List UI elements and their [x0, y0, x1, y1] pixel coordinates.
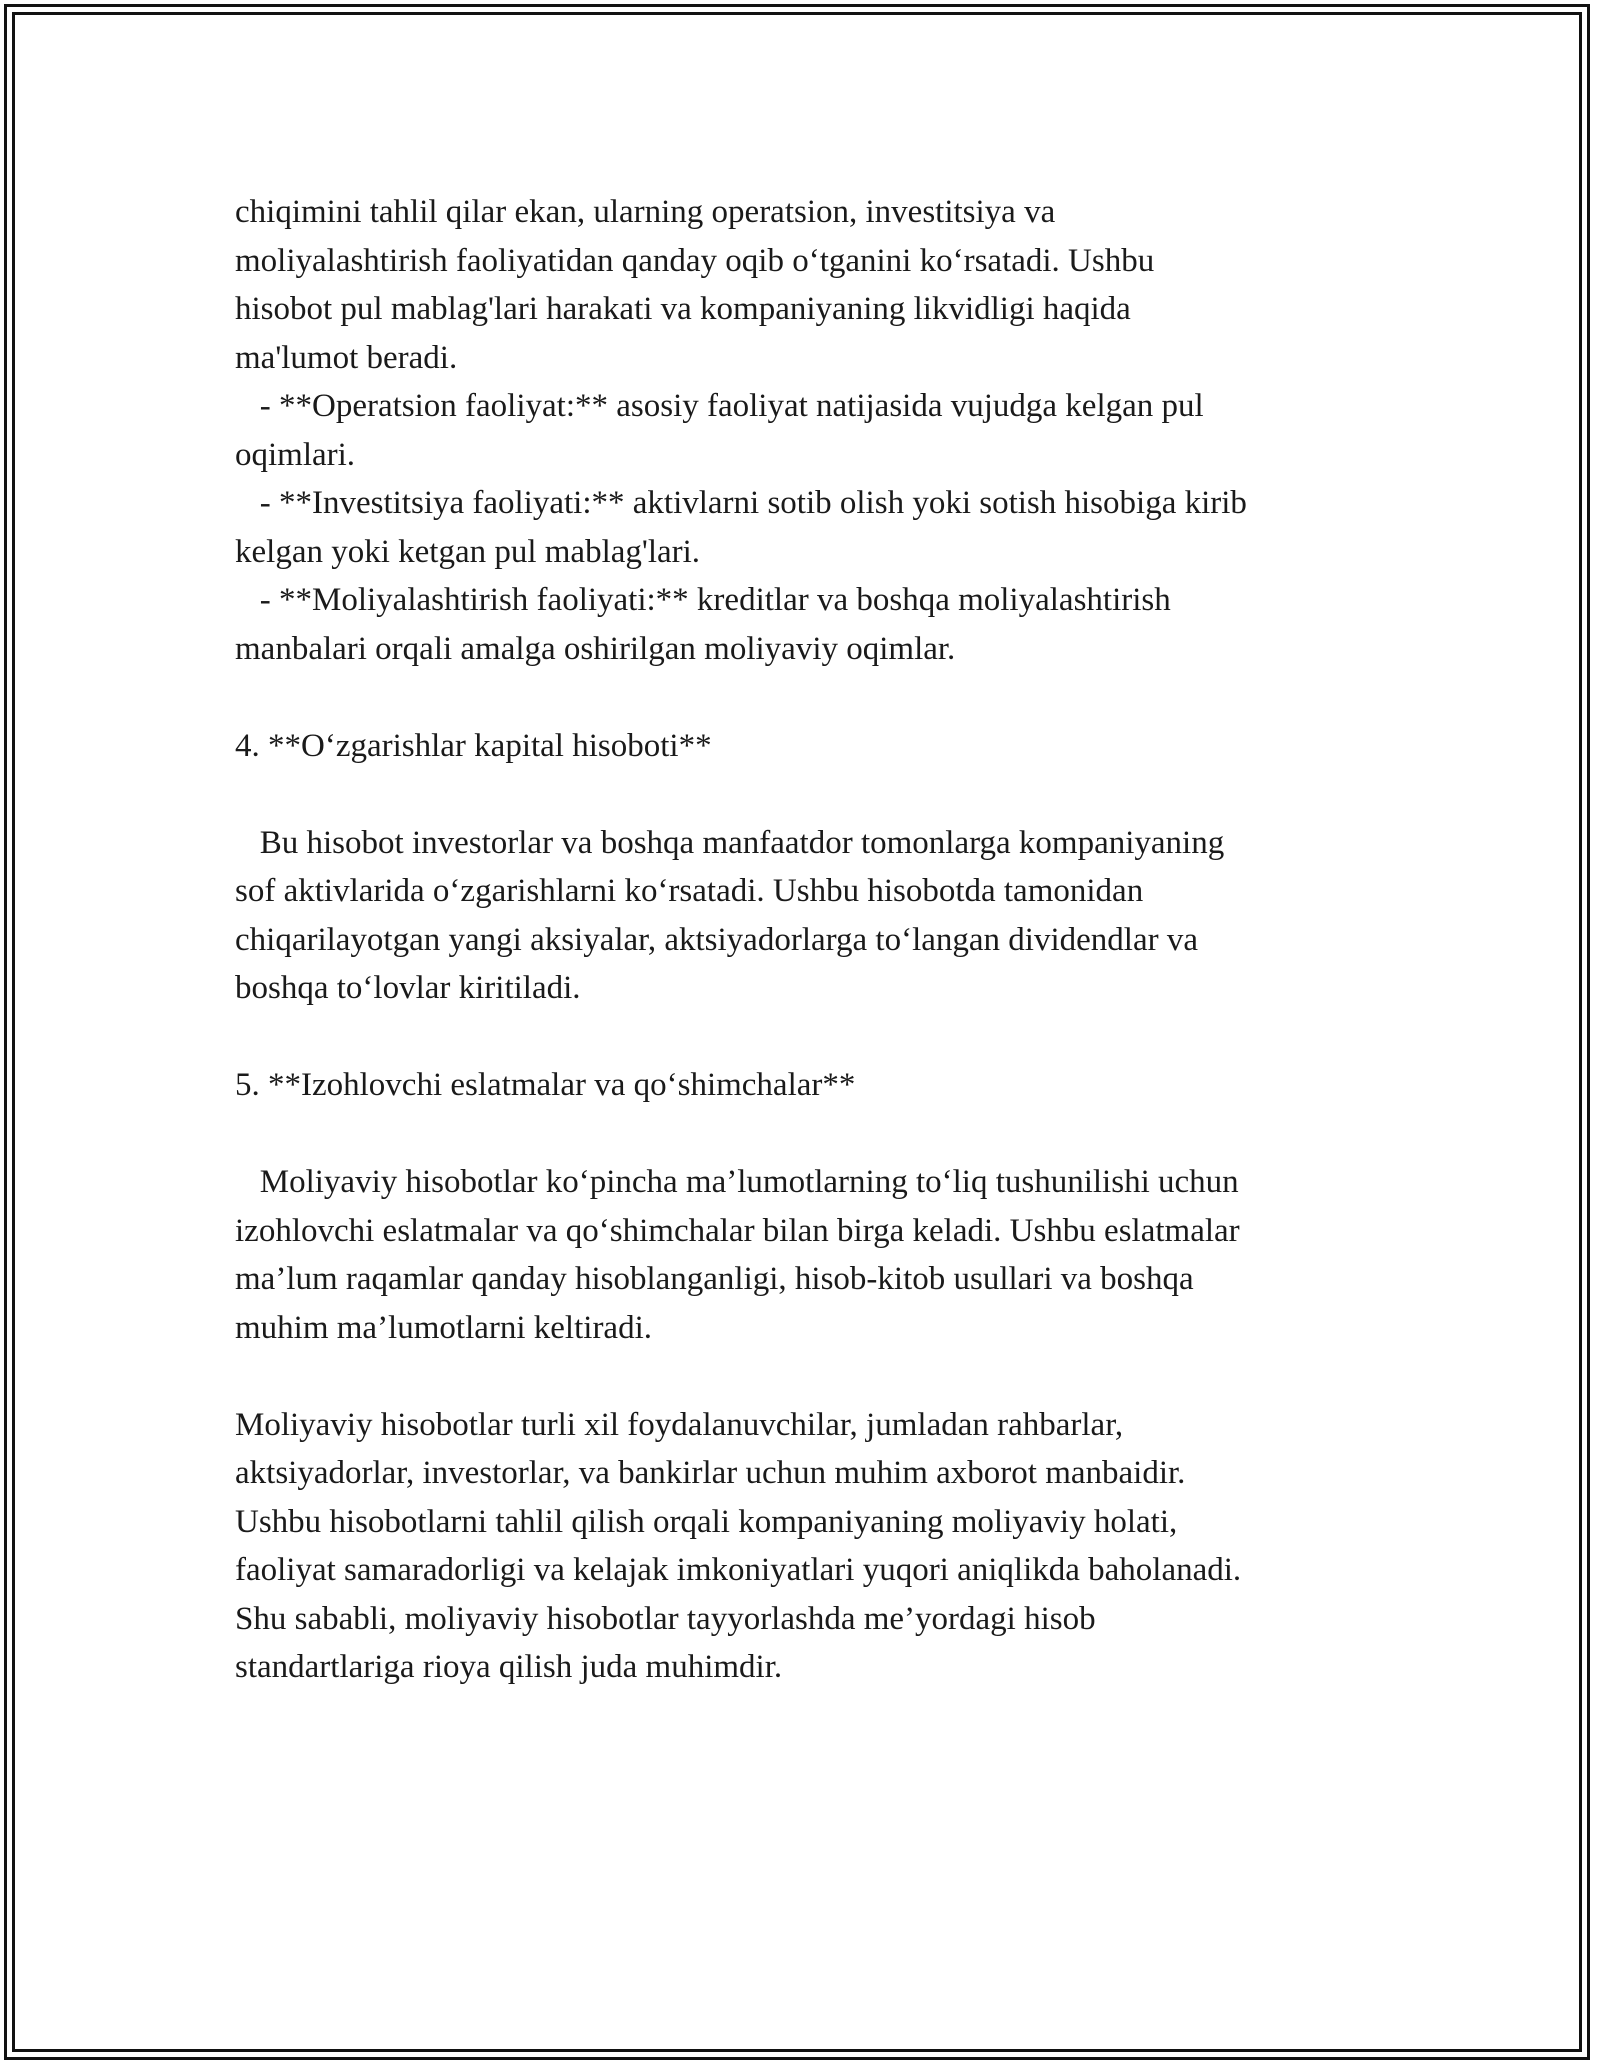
- text-line: oqimlari.: [235, 436, 356, 473]
- section-5-paragraph: [235, 1158, 1375, 1352]
- text-line: standartlariga rioya qilish juda muhimdir.: [235, 1649, 783, 1685]
- text-line: - **Moliyalashtirish faoliyati:** kreditlar va boshqa moliyalashtirish: [235, 582, 1171, 618]
- text-line: faoliyat samaradorligi va kelajak imkoniyatlari yuqori aniqlikda baholanadi.: [235, 1552, 1242, 1588]
- text-line: hisobot pul mablag'lari harakati va kompaniyaning likvidligi haqida: [235, 291, 1131, 327]
- paragraph-gap: [235, 1110, 1375, 1159]
- paragraph-gap: [235, 1013, 1375, 1062]
- text-line: izohlovchi eslatmalar va qo‘shimchalar bilan birga keladi. Ushbu eslatmalar: [235, 1212, 1240, 1249]
- paragraph-gap: [235, 1352, 1375, 1401]
- text-line: muhim ma’lumotlarni keltiradi.: [235, 1309, 652, 1346]
- bullet-item-moliyalashtirish: [235, 576, 1375, 673]
- bullet-item-operatsion: [235, 382, 1375, 479]
- section-4-paragraph: [235, 819, 1375, 1013]
- conclusion-paragraph: [235, 1401, 1375, 1692]
- bullet-item-investitsiya: [235, 479, 1375, 576]
- paragraph-gap: [235, 770, 1375, 819]
- text-line: moliyalashtirish faoliyatidan qanday oqib o‘tganini ko‘rsatadi. Ushbu: [235, 242, 1155, 279]
- text-line: - **Operatsion faoliyat:** asosiy faoliyat natijasida vujudga kelgan pul: [235, 388, 1204, 424]
- text-line: chiqarilayotgan yangi aksiyalar, aktsiyadorlarga to‘langan dividendlar va: [235, 921, 1198, 958]
- text-line: Ushbu hisobotlarni tahlil qilish orqali kompaniyaning moliyaviy holati,: [235, 1503, 1178, 1540]
- text-line: manbalari orqali amalga oshirilgan moliyaviy oqimlar.: [235, 630, 956, 667]
- text-line: ma'lumot beradi.: [235, 339, 458, 376]
- text-line: sof aktivlarida o‘zgarishlarni ko‘rsatadi. Ushbu hisobotda tamonidan: [235, 873, 1144, 909]
- text-line: boshqa to‘lovlar kiritiladi.: [235, 970, 581, 1006]
- text-line: Moliyaviy hisobotlar ko‘pincha ma’lumotlarning to‘liq tushunilishi uchun: [235, 1164, 1239, 1200]
- text-line: Moliyaviy hisobotlar turli xil foydalanuvchilar, jumladan rahbarlar,: [235, 1406, 1124, 1443]
- section-5-heading: 5. **Izohlovchi eslatmalar va qo‘shimchalar**: [235, 1067, 856, 1103]
- text-line: aktsiyadorlar, investorlar, va bankirlar uchun muhim axborot manbaidir.: [235, 1455, 1186, 1491]
- intro-paragraph: [235, 188, 1375, 382]
- text-line: Shu sababli, moliyaviy hisobotlar tayyorlashda me’yordagi hisob: [235, 1600, 1096, 1637]
- paragraph-gap: [235, 673, 1375, 722]
- text-line: - **Investitsiya faoliyati:** aktivlarni sotib olish yoki sotish hisobiga kirib: [235, 485, 1247, 521]
- text-line: kelgan yoki ketgan pul mablag'lari.: [235, 533, 701, 570]
- text-line: Bu hisobot investorlar va boshqa manfaatdor tomonlarga kompaniyaning: [235, 824, 1225, 861]
- text-line: chiqimini tahlil qilar ekan, ularning operatsion, investitsiya va: [235, 194, 1056, 230]
- text-line: ma’lum raqamlar qanday hisoblanganligi, hisob-kitob usullari va boshqa: [235, 1261, 1194, 1297]
- section-4-heading: 4. **O‘zgarishlar kapital hisoboti**: [235, 727, 712, 764]
- document-page: [235, 188, 1375, 1692]
- bullet-list: [235, 382, 1375, 673]
